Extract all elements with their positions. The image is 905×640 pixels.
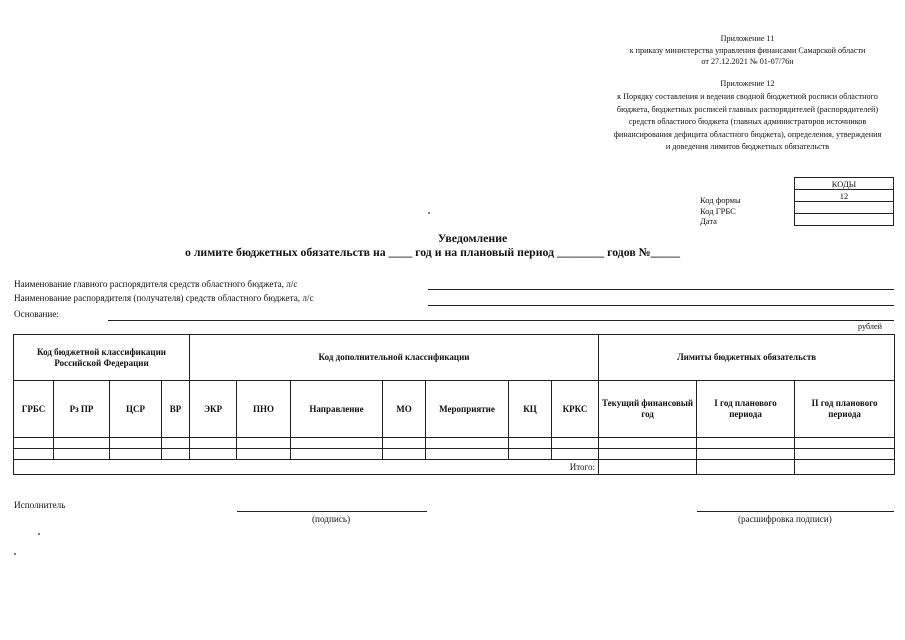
col-header-mo: МО — [383, 381, 426, 438]
grbs-name-label: Наименование главного распорядителя средств областного бюджета, л/с — [14, 279, 298, 289]
decoding-line — [697, 511, 894, 512]
col-header-rz-pr: Рз ПР — [54, 381, 110, 438]
total-plan-year-1 — [697, 460, 795, 475]
code-labels — [700, 195, 741, 227]
appendix-12-line: средств областного бюджета (главных администраторов источников — [628, 117, 867, 127]
col-header-pno: ПНО — [237, 381, 291, 438]
appendix-12-line: бюджета, бюджетных росписей главных распорядителей (распорядителей) — [616, 104, 879, 114]
total-plan-year-2 — [795, 460, 895, 475]
col-header-current-year: Текущий финансовый год — [599, 381, 697, 438]
scan-speck — [428, 212, 430, 214]
col-header-vr: ВР — [162, 381, 190, 438]
title-line2: о лимите бюджетных обязательств на ____ год и на плановый период ________ годов №_____ — [184, 245, 681, 259]
col-header-kc: КЦ — [509, 381, 552, 438]
signature-line — [237, 511, 427, 512]
total-current-year — [599, 460, 697, 475]
col-header-plan-year-2: II год планового периода — [795, 381, 895, 438]
code-date-value — [795, 214, 894, 226]
units-label: рублей — [858, 322, 883, 331]
scan-speck — [38, 533, 40, 535]
code-form-value: 12 — [795, 190, 894, 202]
col-header-direction: Направление — [291, 381, 383, 438]
col-header-krks: КРКС — [552, 381, 599, 438]
col-header-ekr: ЭКР — [190, 381, 237, 438]
appendix-12-line: к Порядку составления и ведения сводной бюджетной росписи областного — [617, 92, 878, 102]
code-grbs-label: Код ГРБС — [700, 205, 736, 216]
header-budget-classification: Код бюджетной классификации Российской Федерации — [14, 335, 190, 381]
title-line1: Уведомление — [437, 231, 508, 245]
codes-header: КОДЫ — [795, 178, 894, 190]
appendix-12-line: финансирования дефицита областного бюджета), определения, утверждения — [613, 129, 882, 139]
col-header-csr: ЦСР — [110, 381, 162, 438]
table-row — [14, 449, 895, 460]
executor-label: Исполнитель — [14, 500, 66, 510]
table-row — [14, 438, 895, 449]
document-title — [0, 231, 905, 259]
appendix-11-line1: к приказу министерства управления финансами Самарской области — [629, 45, 866, 55]
limits-table — [13, 334, 895, 475]
appendix-11-block — [580, 33, 905, 68]
col-header-plan-year-1: I год планового периода — [697, 381, 795, 438]
code-grbs-value — [795, 202, 894, 214]
total-row — [14, 460, 895, 475]
decoding-caption: (расшифровка подписи) — [738, 514, 832, 524]
recipient-name-label: Наименование распорядителя (получателя) средств областного бюджета, л/с — [14, 293, 314, 303]
header-additional-classification: Код дополнительной классификации — [190, 335, 599, 381]
appendix-12-line: и доведения лимитов бюджетных обязательств — [665, 142, 830, 152]
header-limits: Лимиты бюджетных обязательств — [599, 335, 895, 381]
appendix-12-title: Приложение 12 — [720, 79, 775, 88]
grbs-name-line — [428, 289, 894, 290]
scan-speck — [14, 553, 16, 555]
code-date-label: Дата — [700, 216, 717, 226]
appendix-11-line2: от 27.12.2021 № 01-07/76н — [701, 57, 794, 67]
code-form-label: Код формы — [700, 195, 741, 205]
col-header-grbs: ГРБС — [14, 381, 54, 438]
basis-label: Основание: — [14, 309, 59, 319]
appendix-11-title: Приложение 11 — [720, 34, 775, 43]
total-label: Итого: — [14, 460, 599, 475]
basis-line — [108, 320, 894, 321]
signature-caption: (подпись) — [312, 514, 351, 524]
recipient-name-line — [428, 305, 894, 306]
col-header-event: Мероприятие — [426, 381, 509, 438]
appendix-12-block — [580, 78, 905, 153]
codes-table — [794, 177, 894, 226]
